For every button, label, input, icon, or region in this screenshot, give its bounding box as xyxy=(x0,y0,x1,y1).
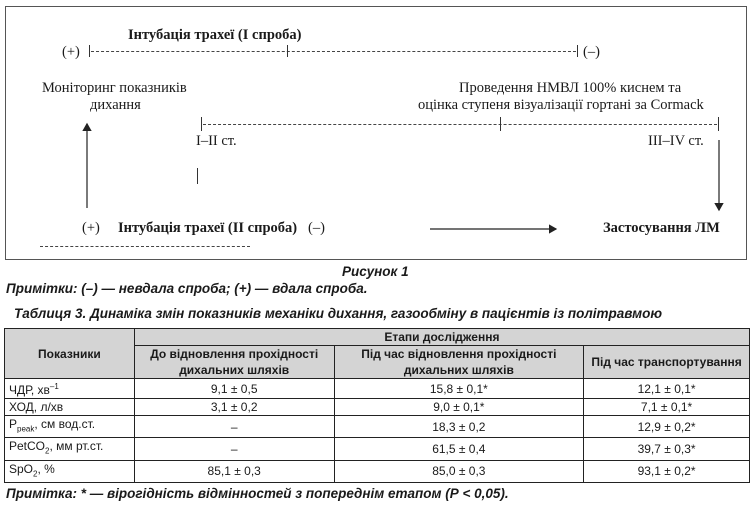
stage-left-label: І–ІІ ст. xyxy=(196,133,237,149)
table-row xyxy=(5,438,750,460)
table-note: Примітка: * — вірогідність відмінностей з попереднім етапом (Р < 0,05). xyxy=(6,486,509,501)
value-cell: 12,1 ± 0,1* xyxy=(584,379,750,399)
value-cell: 12,9 ± 0,2* xyxy=(584,416,750,438)
bottom-minus-label: (–) xyxy=(308,220,325,236)
param-header: Показники xyxy=(5,329,135,379)
col3-header: Під час транспортування xyxy=(584,346,750,379)
param-cell: ЧДР, $хв^{-1}$ xyxy=(5,379,135,399)
monitoring-label-line1: Моніторинг показників xyxy=(42,80,187,96)
value-cell: 15,8 ± 0,1* xyxy=(334,379,584,399)
value-cell: – xyxy=(134,416,334,438)
result-label: Застосування ЛМ xyxy=(603,220,720,236)
value-cell: – xyxy=(134,438,334,460)
value-cell: 9,1 ± 0,5 xyxy=(134,379,334,399)
top-plus-label: (+) xyxy=(62,44,80,60)
ventilation-label-line1: Проведення НМВЛ 100% киснем та xyxy=(459,80,682,96)
stage-right-label: ІІІ–IV ст. xyxy=(648,133,704,149)
value-cell: 85,1 ± 0,3 xyxy=(134,460,334,482)
value-cell: 7,1 ± 0,1* xyxy=(584,399,750,416)
col2-header: Під час відновлення прохідності дихальних шляхів xyxy=(334,346,584,379)
figure-note: Примітки: (–) — невдала спроба; (+) — вдала спроба. xyxy=(6,281,368,296)
monitoring-label-line2: дихання xyxy=(90,97,141,113)
figure-caption: Рисунок 1 xyxy=(342,264,409,279)
value-cell: 3,1 ± 0,2 xyxy=(134,399,334,416)
table-row xyxy=(5,399,750,416)
value-cell: 85,0 ± 0,3 xyxy=(334,460,584,482)
value-cell: 39,7 ± 0,3* xyxy=(584,438,750,460)
table-row xyxy=(5,416,750,438)
top-intubation-label: Інтубація трахеї (І спроба) xyxy=(128,27,302,43)
stages-header: Етапи дослідження xyxy=(134,329,749,346)
param-cell: ХОД, л/хв xyxy=(5,399,135,416)
param-cell: PetCO$_2$, мм рт.ст. xyxy=(5,438,135,460)
table-row xyxy=(5,379,750,399)
table-row xyxy=(5,460,750,482)
bottom-intubation-label: Інтубація трахеї (ІІ спроба) xyxy=(118,220,298,236)
value-cell: 61,5 ± 0,4 xyxy=(334,438,584,460)
bottom-plus-label: (+) xyxy=(82,220,100,236)
col1-header: До відновлення прохідності дихальних шляхів xyxy=(134,346,334,379)
ventilation-label-line2: оцінка ступеня візуалізації гортані за Cormack xyxy=(418,97,704,113)
param-cell: $P_{peak}$, см вод.ст. xyxy=(5,416,135,438)
value-cell: 93,1 ± 0,2* xyxy=(584,460,750,482)
top-minus-label: (–) xyxy=(583,44,600,60)
results-table xyxy=(4,328,750,483)
value-cell: 18,3 ± 0,2 xyxy=(334,416,584,438)
table-title: Таблиця 3. Динаміка змін показників механіки дихання, газообміну в пацієнтів із політравмою xyxy=(14,306,663,321)
value-cell: 9,0 ± 0,1* xyxy=(334,399,584,416)
param-cell: SpO$_2$, % xyxy=(5,460,135,482)
